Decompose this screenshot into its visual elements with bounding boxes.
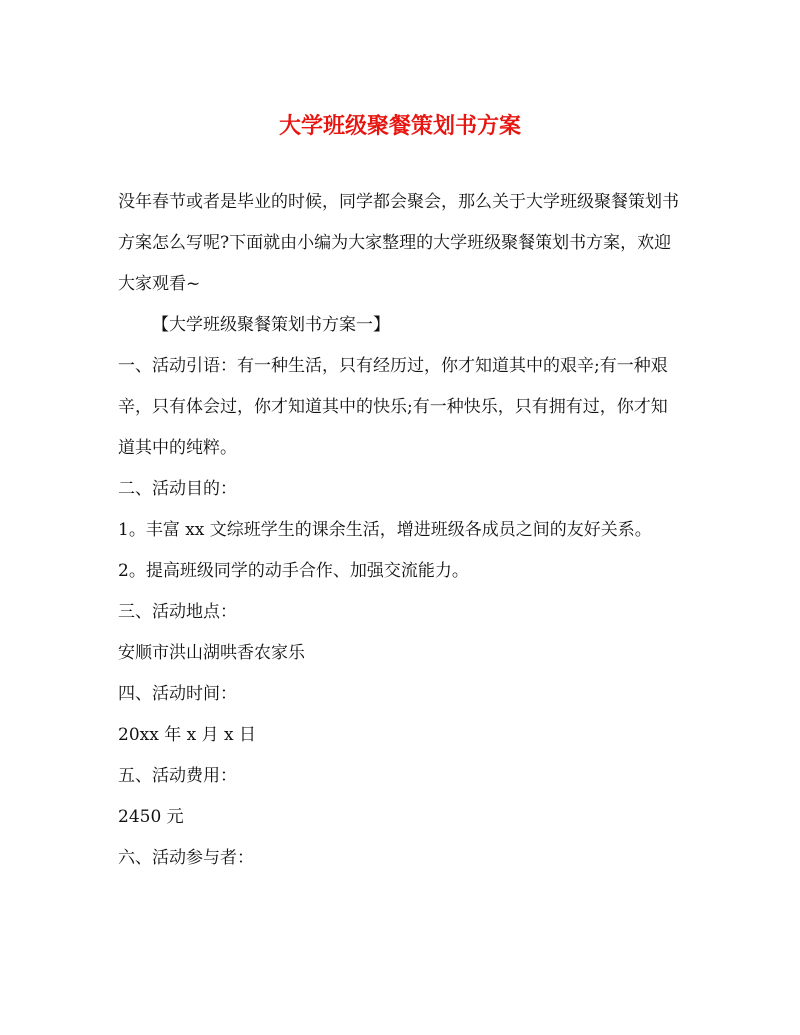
- activity-purpose-heading: 二、活动目的：: [118, 479, 237, 499]
- section-heading-plan-one: 【大学班级聚餐策划书方案一】: [152, 315, 390, 335]
- document-body: [118, 182, 683, 879]
- activity-time-heading: 四、活动时间：: [118, 684, 237, 704]
- intro-paragraph: 没年春节或者是毕业的时候，同学都会聚会，那么关于大学班级聚餐策划书方案怎么写呢?下面就由小编为大家整理的大学班级聚餐策划书方案，欢迎大家观看~: [118, 192, 679, 294]
- activity-location-value: 安顺市洪山湖哄香农家乐: [118, 643, 305, 663]
- activity-cost-heading: 五、活动费用：: [118, 766, 237, 786]
- activity-cost-value: 2450 元: [118, 807, 184, 827]
- purpose-item-2: 2。提高班级同学的动手合作、加强交流能力。: [118, 561, 469, 581]
- activity-time-value: 20xx 年 x 月 x 日: [118, 725, 257, 745]
- document-title: 大学班级聚餐策划书方案: [278, 113, 521, 139]
- activity-location-heading: 三、活动地点：: [118, 602, 237, 622]
- activity-intro-paragraph: 一、活动引语：有一种生活，只有经历过，你才知道其中的艰辛;有一种艰辛，只有体会过，你才知道其中的快乐;有一种快乐，只有拥有过，你才知道其中的纯粹。: [118, 356, 668, 458]
- activity-participants-heading: 六、活动参与者：: [118, 848, 254, 868]
- purpose-item-1: 1。丰富 xx 文综班学生的课余生活，增进班级各成员之间的友好关系。: [118, 520, 652, 540]
